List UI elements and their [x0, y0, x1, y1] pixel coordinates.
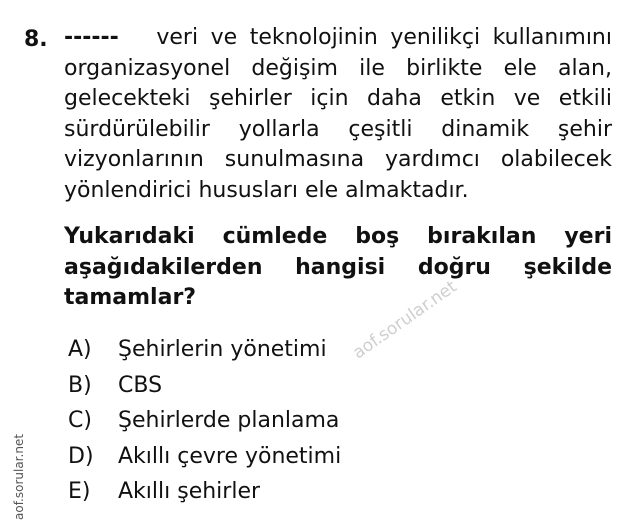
- option-c-letter: C): [68, 408, 92, 434]
- option-e[interactable]: [68, 474, 341, 510]
- stem-line-6: yönlendirici hususları ele almaktadır.: [64, 177, 469, 203]
- stem-line-2: organizasyonel değişim ile birlikte ele alan,: [64, 55, 612, 81]
- option-a-text: Şehirlerin yönetimi: [118, 337, 327, 363]
- option-d[interactable]: [68, 439, 341, 475]
- watermark: aof.sorular.net: [349, 276, 461, 364]
- option-b-text: CBS: [118, 372, 163, 398]
- option-c[interactable]: [68, 403, 341, 439]
- option-a-letter: A): [68, 337, 92, 363]
- side-watermark: aof.sorular.net: [12, 433, 26, 520]
- option-d-text: Akıllı çevre yönetimi: [118, 443, 342, 469]
- option-e-text: Akıllı şehirler: [118, 479, 261, 505]
- stem-line-1-text: veri ve teknolojinin yenilikçi kullanımını: [156, 25, 612, 50]
- question-stem: [64, 23, 612, 206]
- option-e-letter: E): [68, 479, 91, 505]
- prompt-line-2: aşağıdakilerden hangisi doğru şekilde: [64, 254, 612, 280]
- option-b[interactable]: [68, 368, 341, 404]
- option-b-letter: B): [68, 372, 92, 398]
- blank-placeholder: ------: [64, 25, 119, 50]
- stem-line-1: [64, 23, 612, 54]
- question-prompt: [64, 222, 612, 314]
- prompt-line-1: Yukarıdaki cümlede boş bırakılan yeri: [64, 224, 612, 249]
- answer-options: [68, 332, 341, 510]
- option-c-text: Şehirlerde planlama: [118, 408, 340, 434]
- stem-line-4: sürdürülebilir yollarla çeşitli dinamik şehir: [64, 116, 612, 142]
- stem-line-3: gelecekteki şehirler için daha etkin ve etkili: [64, 86, 612, 111]
- stem-line-5: vizyonlarının sunulmasına yardımcı olabilecek: [64, 147, 612, 172]
- option-a[interactable]: [68, 332, 341, 368]
- question-number: 8.: [24, 27, 48, 52]
- option-d-letter: D): [68, 443, 94, 469]
- prompt-line-3: tamamlar?: [64, 285, 197, 310]
